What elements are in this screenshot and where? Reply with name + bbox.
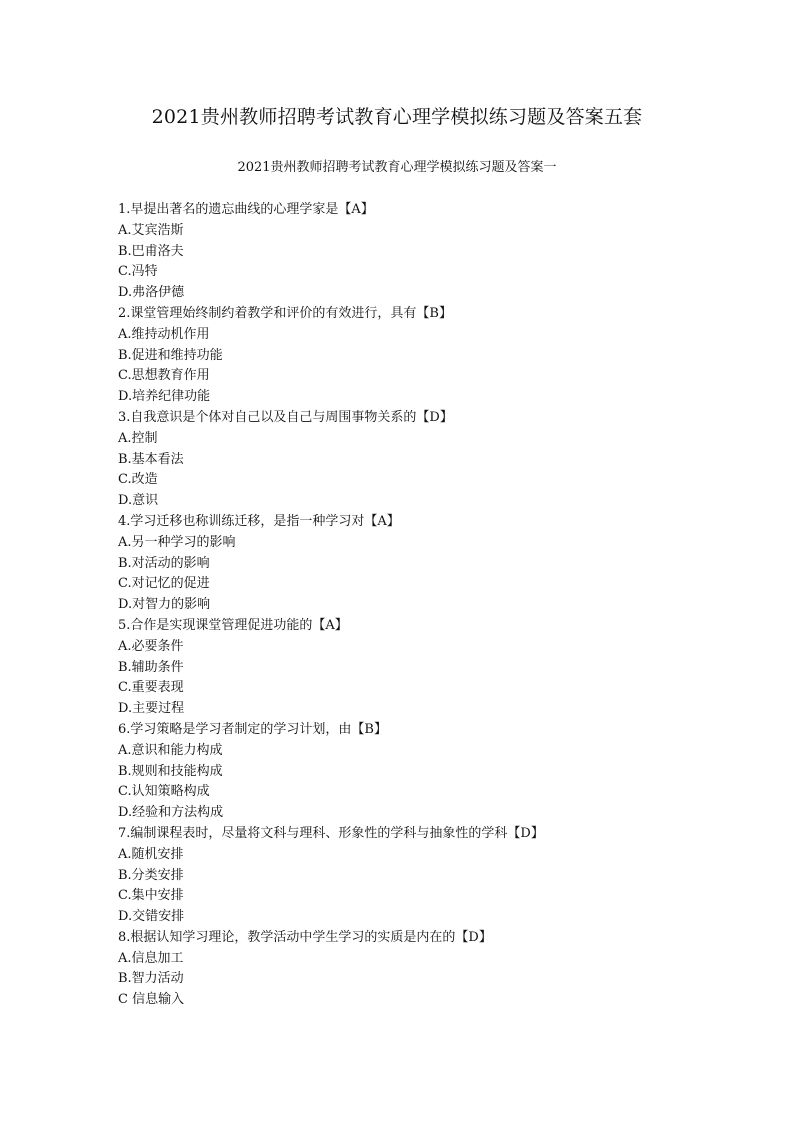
question-line: 1.早提出著名的遗忘曲线的心理学家是【A】 — [118, 202, 374, 217]
option-line: D.对智力的影响 — [118, 597, 211, 613]
question-line: 8.根据认知学习理论，教学活动中学生学习的实质是内在的【D】 — [118, 929, 492, 945]
option-line: C.认知策略构成 — [118, 784, 210, 800]
option-line: C.冯特 — [118, 264, 158, 280]
question-line: 4.学习迁移也称训练迁移，是指一种学习对【A】 — [118, 513, 400, 529]
option-line: A.艾宾浩斯 — [118, 222, 184, 238]
option-line: C.思想教育作用 — [118, 368, 210, 384]
option-line: B.分类安排 — [118, 867, 184, 883]
document-title: 2021贵州教师招聘考试教育心理学模拟练习题及答案五套 — [151, 106, 643, 128]
option-line: D.培养纪律功能 — [118, 389, 211, 405]
option-line: B.基本看法 — [118, 451, 184, 467]
question-line: 3.自我意识是个体对自己以及自己与周围事物关系的【D】 — [118, 409, 453, 425]
option-line: C 信息输入 — [118, 992, 185, 1008]
question-list — [118, 200, 758, 1011]
option-line: A.维持动机作用 — [118, 326, 210, 342]
option-line: A.随机安排 — [118, 846, 184, 862]
option-line: B.辅助条件 — [118, 659, 184, 675]
option-line: D.主要过程 — [118, 701, 185, 717]
option-line: C.改造 — [118, 472, 158, 488]
option-line: A.另一种学习的影响 — [118, 534, 236, 550]
option-line: C.集中安排 — [118, 888, 184, 904]
question-line: 6.学习策略是学习者制定的学习计划，由【B】 — [118, 721, 387, 737]
option-line: A.控制 — [118, 430, 158, 446]
option-line: B.智力活动 — [118, 971, 184, 987]
option-line: A.必要条件 — [118, 638, 184, 654]
option-line: B.规则和技能构成 — [118, 763, 223, 779]
option-line: A.信息加工 — [118, 950, 184, 966]
option-line: B.巴甫洛夫 — [118, 243, 184, 259]
option-line: D.交错安排 — [118, 909, 185, 925]
option-line: D.弗洛伊德 — [118, 285, 185, 301]
option-line: D.意识 — [118, 493, 159, 509]
option-line: C.对记忆的促进 — [118, 576, 210, 592]
question-line: 2.课堂管理始终制约着教学和评价的有效进行，具有【B】 — [118, 305, 452, 321]
question-line: 5.合作是实现课堂管理促进功能的【A】 — [118, 617, 348, 633]
question-line: 7.编制课程表时，尽量将文科与理科、形象性的学科与抽象性的学科【D】 — [118, 825, 544, 841]
document-subtitle: 2021贵州教师招聘考试教育心理学模拟练习题及答案一 — [237, 160, 557, 175]
option-line: B.对活动的影响 — [118, 555, 210, 571]
option-line: B.促进和维持功能 — [118, 347, 223, 363]
option-line: A.意识和能力构成 — [118, 742, 223, 758]
option-line: D.经验和方法构成 — [118, 805, 224, 821]
option-line: C.重要表现 — [118, 680, 184, 696]
